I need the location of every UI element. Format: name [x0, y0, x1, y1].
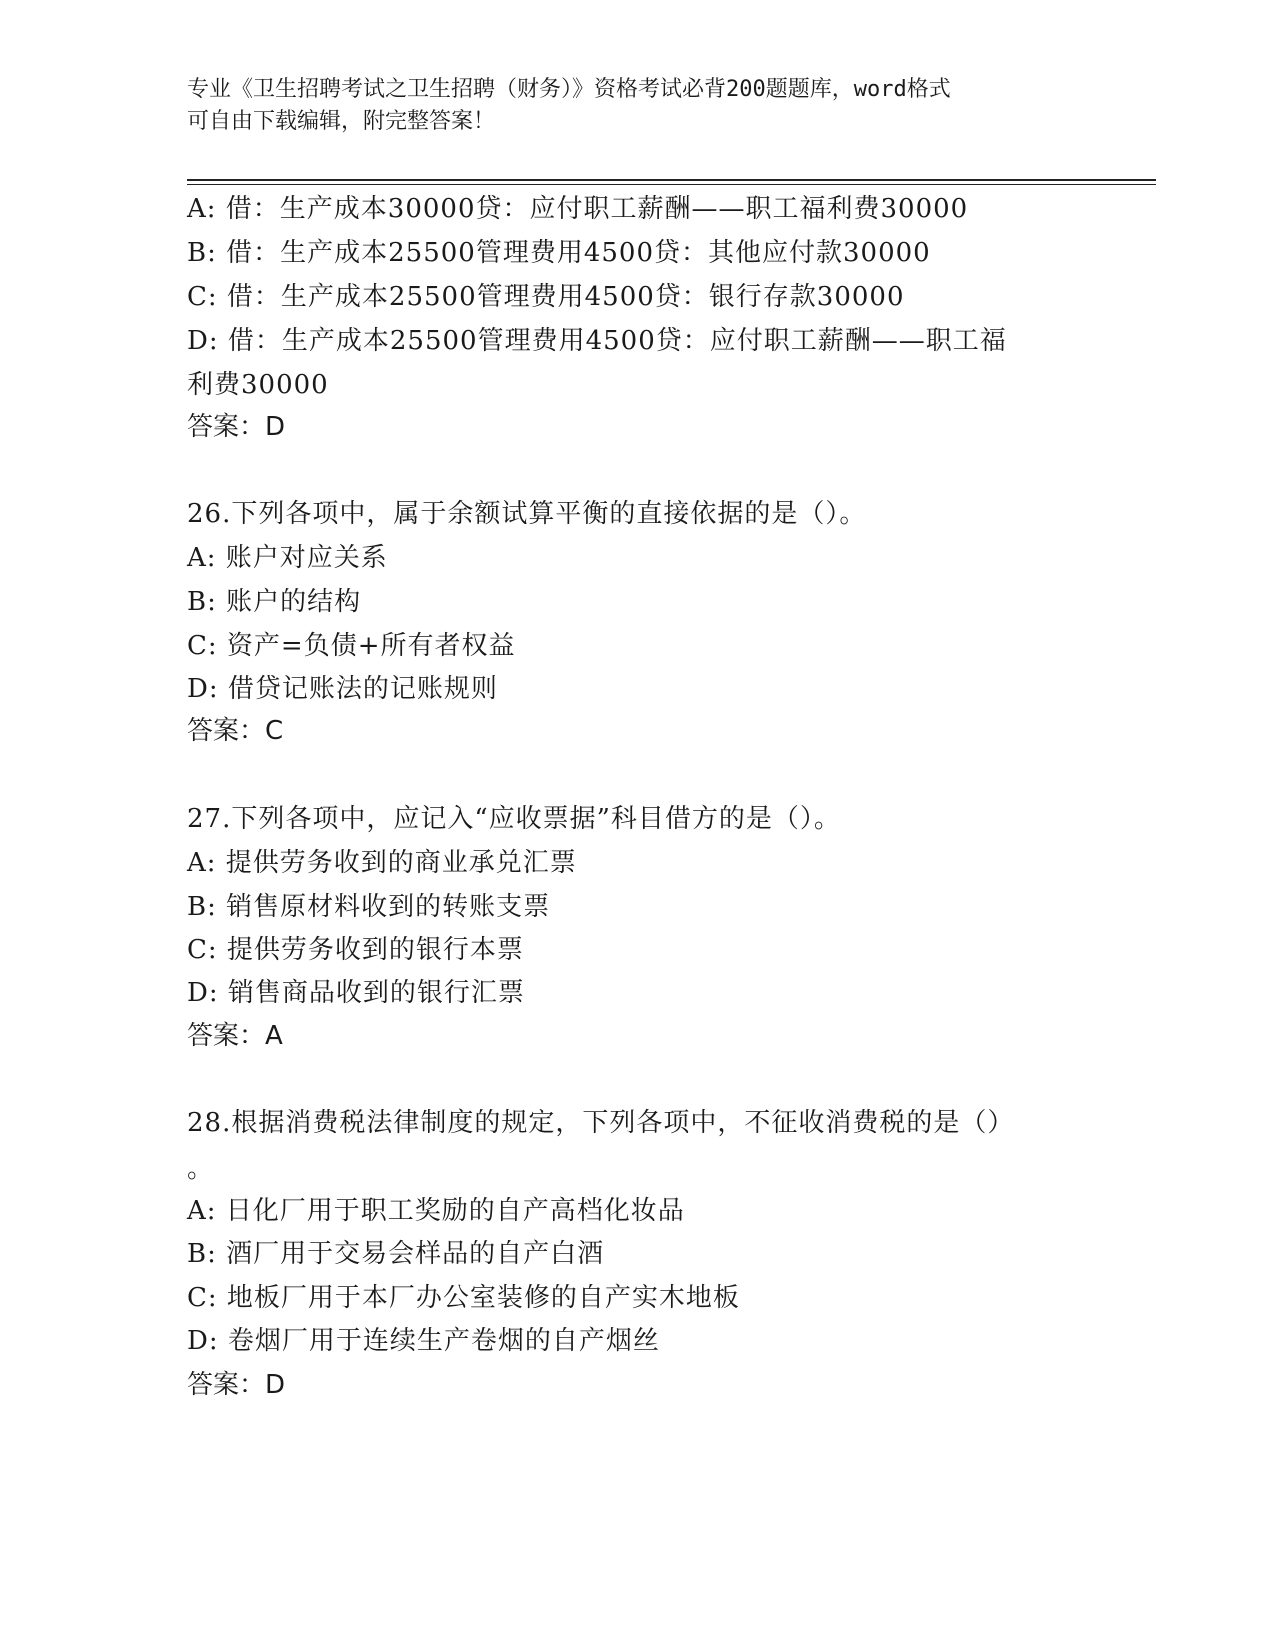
q28-option-c: C: 地板厂用于本厂办公室装修的自产实木地板	[187, 1283, 740, 1313]
q27-option-c: C: 提供劳务收到的银行本票	[187, 935, 524, 965]
q25-option-d: D: 借：生产成本25500管理费用4500贷：应付职工薪酬——职工福	[187, 326, 1007, 356]
q25-option-b: B: 借：生产成本25500管理费用4500贷：其他应付款30000	[187, 238, 931, 268]
q25-option-d-cont: 利费30000	[187, 370, 329, 400]
header-line-2: 可自由下载编辑，附完整答案！	[187, 109, 496, 134]
q28-option-d: D: 卷烟厂用于连续生产卷烟的自产烟丝	[187, 1326, 660, 1356]
q27-option-a: A: 提供劳务收到的商业承兑汇票	[187, 848, 577, 878]
q25-answer: 答案：D	[187, 412, 286, 442]
header-line-1: 专业《卫生招聘考试之卫生招聘（财务）》资格考试必背200题题库，word格式	[187, 77, 951, 102]
q26-answer: 答案：C	[187, 716, 284, 746]
q26-option-a: A: 账户对应关系	[187, 543, 388, 573]
header-divider-thick	[187, 179, 1156, 181]
q25-option-a: A: 借：生产成本30000贷：应付职工薪酬——职工福利费30000	[187, 194, 969, 224]
q28-option-b: B: 酒厂用于交易会样品的自产白酒	[187, 1239, 605, 1269]
q26-option-d: D: 借贷记账法的记账规则	[187, 674, 498, 704]
q26-stem: 26.下列各项中，属于余额试算平衡的直接依据的是（）。	[187, 499, 867, 529]
q27-option-d: D: 销售商品收到的银行汇票	[187, 978, 525, 1008]
q28-stem: 28.根据消费税法律制度的规定，下列各项中，不征收消费税的是（）	[187, 1108, 1015, 1138]
q27-stem: 27.下列各项中，应记入“应收票据”科目借方的是（）。	[187, 804, 841, 834]
header-divider-thin	[187, 184, 1156, 185]
q27-option-b: B: 销售原材料收到的转账支票	[187, 892, 551, 922]
q27-answer: 答案：A	[187, 1021, 283, 1051]
document-header	[187, 74, 1087, 138]
q26-option-c: C: 资产=负债+所有者权益	[187, 631, 516, 661]
q25-option-c: C: 借：生产成本25500管理费用4500贷：银行存款30000	[187, 282, 905, 312]
q28-answer: 答案：D	[187, 1370, 286, 1400]
q28-option-a: A: 日化厂用于职工奖励的自产高档化妆品	[187, 1196, 685, 1226]
q28-stem-cont: 。	[187, 1154, 215, 1184]
q26-option-b: B: 账户的结构	[187, 587, 362, 617]
